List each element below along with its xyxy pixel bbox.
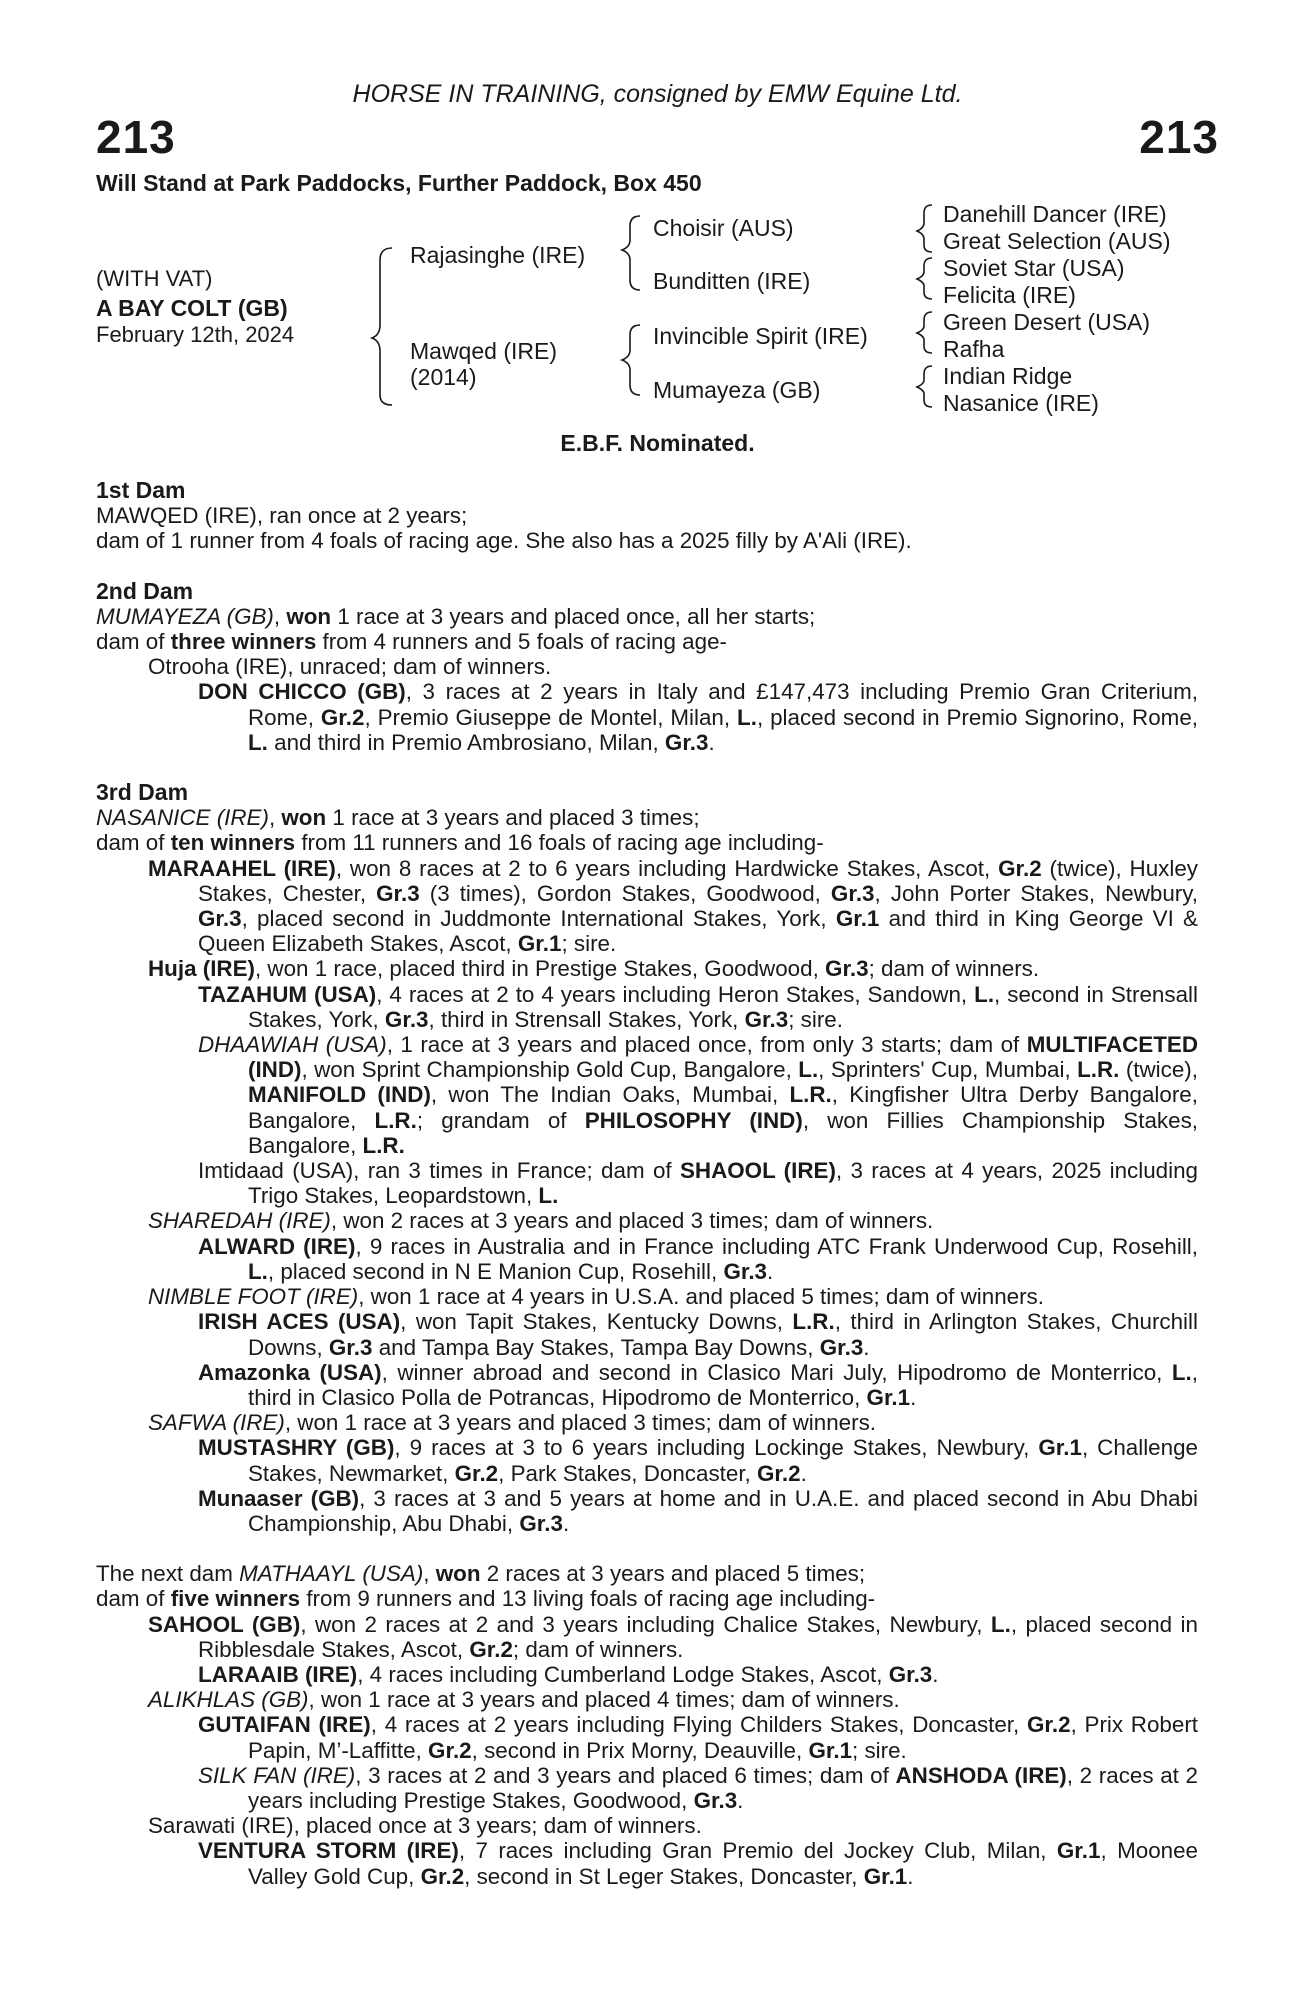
next-dam-line1: The next dam MATHAAYL (USA), won 2 races at 3 years and placed 5 times;	[96, 1561, 866, 1587]
horse-name: A BAY COLT (GB)	[96, 295, 288, 321]
third-dam-line1: NASANICE (IRE), won 1 race at 3 years and placed 3 times;	[96, 805, 700, 831]
lot-number-right: 213	[1139, 111, 1219, 163]
progeny-entry: Imtidaad (USA), ran 3 times in France; dam of SHAOOL (IRE), 3 races at 4 years, 2025 including Trigo Stakes, Leopardstown, L.	[198, 1158, 1198, 1209]
second-dam-line2: dam of three winners from 4 runners and 5 foals of racing age-	[96, 629, 727, 655]
first-dam-heading: 1st Dam	[96, 477, 186, 503]
progeny-entry: DHAAWIAH (USA), 1 race at 3 years and placed once, from only 3 starts; dam of MULTIFACETED (IND), won Sprint Championship Gold Cup, Bangalore, L., Sprinters' Cup, Mumbai, L.R. (twice), MANIFOLD (IND), won The Indian Oaks, Mumbai, L.R., Kingfisher Ultra Derby Bangalore, Bangalore, L.R.; grandam of PHILOSOPHY (IND), won Fillies Championship Stakes, Bangalore, L.R.	[198, 1032, 1198, 1158]
progeny-entry: GUTAIFAN (IRE), 4 races at 2 years including Flying Childers Stakes, Doncaster, Gr.2, Prix Robert Papin, M’-Laffitte, Gr.2, second in Prix Morny, Deauville, Gr.1; sire.	[198, 1712, 1198, 1763]
progeny-entry: SAFWA (IRE), won 1 race at 3 years and placed 3 times; dam of winners.	[148, 1410, 877, 1436]
horse-dob: February 12th, 2024	[96, 322, 295, 347]
progeny-entry: SAHOOL (GB), won 2 races at 2 and 3 years including Chalice Stakes, Newbury, L., placed second in Ribblesdale Stakes, Ascot, Gr.2; dam of winners.	[148, 1611, 1198, 1662]
progeny-entry: LARAAIB (IRE), 4 races including Cumberland Lodge Stakes, Ascot, Gr.3.	[198, 1661, 939, 1687]
pedigree-dam-year: (2014)	[410, 364, 477, 390]
progeny-entry: VENTURA STORM (IRE), 7 races including Gran Premio del Jockey Club, Milan, Gr.1, Moonee Valley Gold Cup, Gr.2, second in St Leger Stakes, Doncaster, Gr.1.	[198, 1838, 1198, 1889]
progeny-entry: MUSTASHRY (GB), 9 races at 3 to 6 years including Lockinge Stakes, Newbury, Gr.1, Challenge Stakes, Newmarket, Gr.2, Park Stakes, Doncaster, Gr.2.	[198, 1435, 1198, 1486]
first-dam-line1: MAWQED (IRE), ran once at 2 years;	[96, 503, 468, 529]
progeny-entry: Sarawati (IRE), placed once at 3 years; dam of winners.	[148, 1813, 702, 1839]
header-title: HORSE IN TRAINING, consigned by EMW Equine Ltd.	[352, 80, 963, 108]
progeny-entry: TAZAHUM (USA), 4 races at 2 to 4 years including Heron Stakes, Sandown, L., second in Strensall Stakes, York, Gr.3, third in Strensall Stakes, York, Gr.3; sire.	[198, 981, 1198, 1032]
progeny-entry: Munaaser (GB), 3 races at 3 and 5 years at home and in U.A.E. and placed second in Abu Dhabi Championship, Abu Dhabi, Gr.3.	[198, 1485, 1198, 1536]
progeny-entry: DON CHICCO (GB), 3 races at 2 years in Italy and £147,473 including Premio Gran Criterium, Rome, Gr.2, Premio Giuseppe de Montel, Milan, L., placed second in Premio Signorino, Rome, L. and third in Premio Ambrosiano, Milan, Gr.3.	[198, 679, 1199, 755]
pedigree-g4: Felicita (IRE)	[943, 282, 1076, 308]
pedigree-sire-sire: Choisir (AUS)	[653, 215, 794, 241]
lot-number-left: 213	[96, 111, 176, 163]
progeny-entry: SHAREDAH (IRE), won 2 races at 3 years and placed 3 times; dam of winners.	[148, 1208, 934, 1234]
progeny-entry: ALWARD (IRE), 9 races in Australia and in France including ATC Frank Underwood Cup, Rosehill, L., placed second in N E Manion Cup, Rosehill, Gr.3.	[198, 1233, 1199, 1284]
progeny-entry: Otrooha (IRE), unraced; dam of winners.	[148, 654, 552, 680]
pedigree-g2: Great Selection (AUS)	[943, 228, 1171, 254]
pedigree-g3: Soviet Star (USA)	[943, 255, 1125, 281]
progeny-entry: MARAAHEL (IRE), won 8 races at 2 to 6 years including Hardwicke Stakes, Ascot, Gr.2 (twice), Huxley Stakes, Chester, Gr.3 (3 times), Gordon Stakes, Goodwood, Gr.3, John Porter Stakes, Newbury, Gr.3, placed second in Juddmonte International Stakes, York, Gr.1 and third in King George VI & Queen Elizabeth Stakes, Ascot, Gr.1; sire.	[148, 855, 1199, 957]
pedigree-g5: Green Desert (USA)	[943, 309, 1151, 335]
second-dam-line1: MUMAYEZA (GB), won 1 race at 3 years and placed once, all her starts;	[96, 603, 816, 629]
pedigree-g1: Danehill Dancer (IRE)	[943, 201, 1167, 227]
pedigree-g7: Indian Ridge	[943, 363, 1073, 389]
first-dam-line2: dam of 1 runner from 4 foals of racing age. She also has a 2025 filly by A'Ali (IRE).	[96, 528, 912, 554]
progeny-entry: IRISH ACES (USA), won Tapit Stakes, Kentucky Downs, L.R., third in Arlington Stakes, Churchill Downs, Gr.3 and Tampa Bay Stakes, Tampa Bay Downs, Gr.3.	[198, 1309, 1198, 1360]
pedigree-dam: Mawqed (IRE)	[410, 338, 557, 364]
next-dam-line2: dam of five winners from 9 runners and 13 living foals of racing age including-	[96, 1586, 876, 1612]
progeny-entry: Amazonka (USA), winner abroad and second in Clasico Mari July, Hipodromo de Monterrico, L., third in Clasico Polla de Potrancas, Hipodromo de Monterrico, Gr.1.	[198, 1359, 1198, 1410]
third-dam-heading: 3rd Dam	[96, 779, 189, 806]
pedigree-g6: Rafha	[943, 336, 1005, 362]
catalogue-body	[96, 478, 1198, 1889]
progeny-entry: SILK FAN (IRE), 3 races at 2 and 3 years and placed 6 times; dam of ANSHODA (IRE), 2 races at 2 years including Prestige Stakes, Goodwood, Gr.3.	[198, 1762, 1198, 1813]
progeny-entry: Huja (IRE), won 1 race, placed third in Prestige Stakes, Goodwood, Gr.3; dam of winners.	[148, 956, 1040, 982]
stand-location: Will Stand at Park Paddocks, Further Paddock, Box 450	[96, 170, 702, 196]
progeny-entry: ALIKHLAS (GB), won 1 race at 3 years and placed 4 times; dam of winners.	[148, 1687, 900, 1713]
vat-note: (WITH VAT)	[96, 266, 213, 291]
pedigree-dam-dam: Mumayeza (GB)	[653, 377, 821, 403]
progeny-entry: NIMBLE FOOT (IRE), won 1 race at 4 years in U.S.A. and placed 5 times; dam of winners.	[148, 1284, 1044, 1310]
pedigree-sire-dam: Bunditten (IRE)	[653, 268, 811, 294]
pedigree-g8: Nasanice (IRE)	[943, 390, 1099, 416]
pedigree-dam-sire: Invincible Spirit (IRE)	[653, 323, 868, 349]
pedigree-sire: Rajasinghe (IRE)	[410, 242, 586, 268]
ebf-nominated: E.B.F. Nominated.	[560, 430, 755, 456]
second-dam-heading: 2nd Dam	[96, 577, 194, 604]
third-dam-line2: dam of ten winners from 11 runners and 16 foals of racing age including-	[96, 830, 824, 856]
